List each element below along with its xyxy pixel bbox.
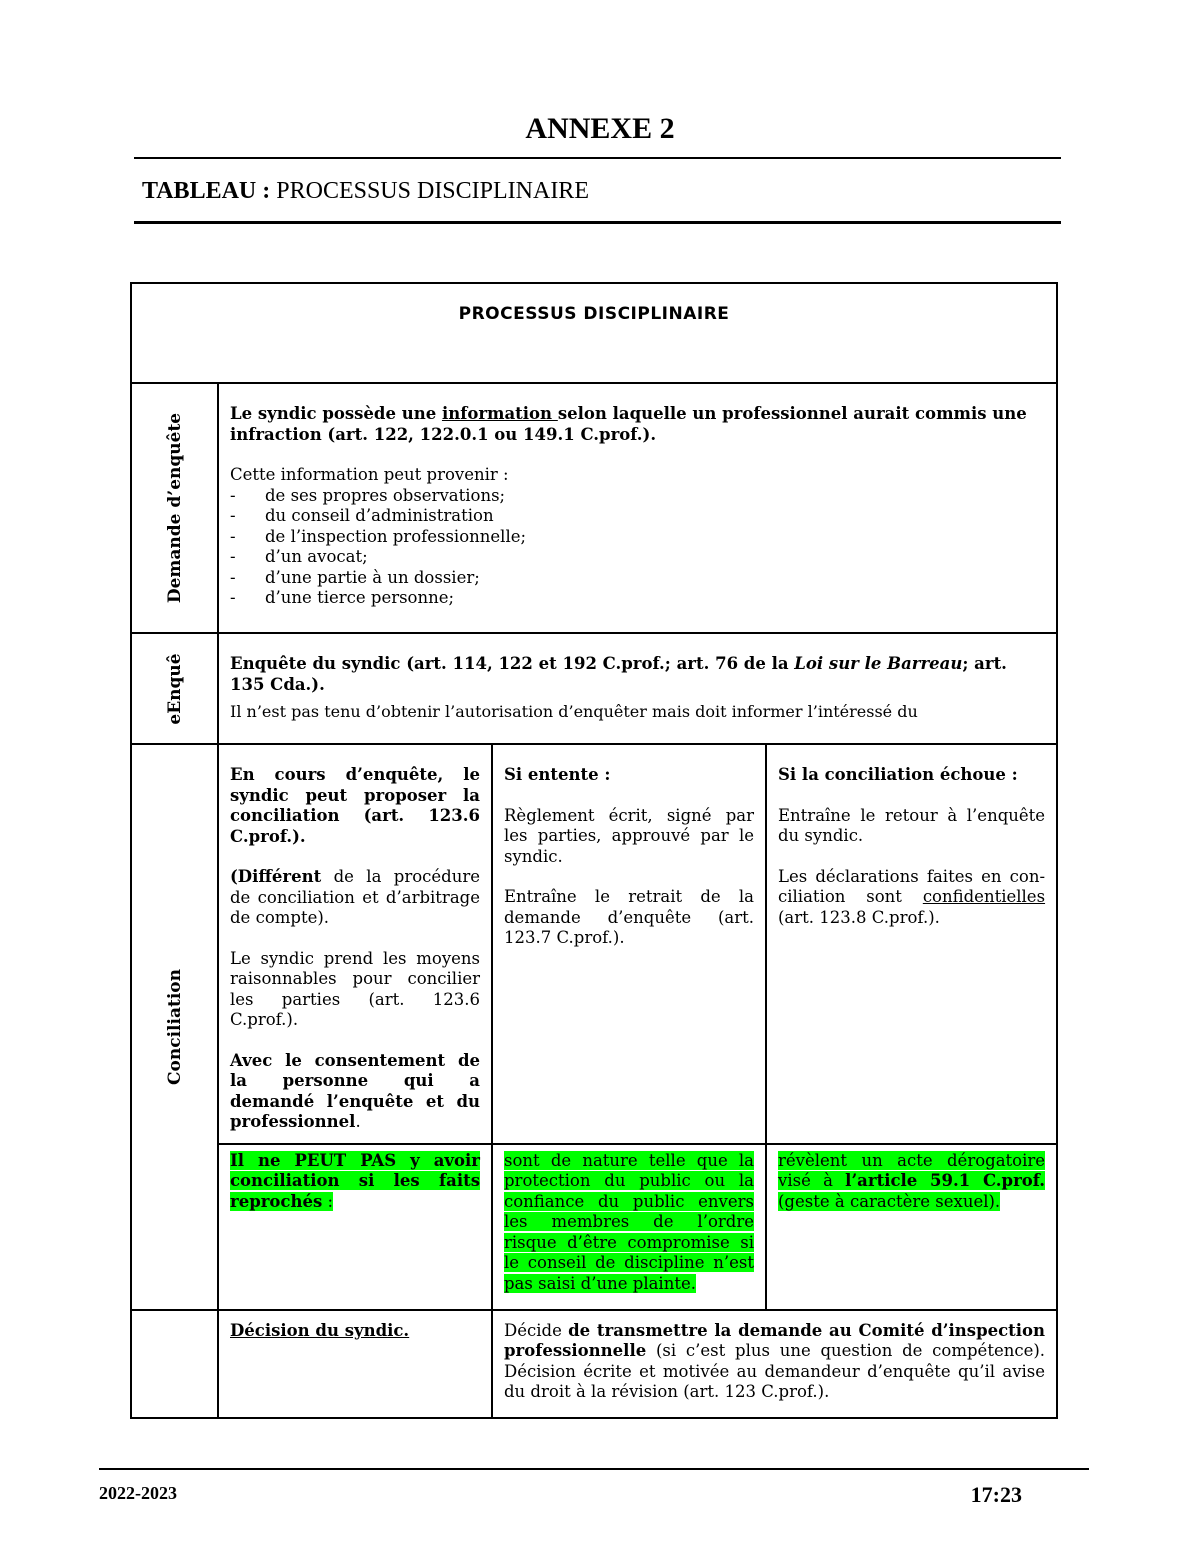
subtitle-bold: TABLEAU : — [142, 178, 271, 204]
conciliation-col1-p2 — [230, 867, 480, 929]
enquete-text-post: ; art. 135 Cda.). — [230, 654, 1007, 694]
subtitle-rule — [134, 221, 1061, 224]
decision-content — [492, 1310, 1057, 1418]
enquete-text-pre: Enquête du syndic (art. 114, 122 et 192 C.prof.; art. 76 de la — [230, 654, 795, 673]
side-cell-enquete — [131, 633, 218, 744]
row-demande — [131, 383, 1057, 633]
demande-intro-underlined: information — [441, 404, 558, 423]
derogatory-act-text — [778, 1151, 1045, 1213]
conciliation-col3 — [766, 744, 1057, 1144]
side-label-enquete: eEnquê — [164, 652, 185, 725]
conciliation-col1-p2-bold: (Différent — [230, 867, 322, 886]
conciliation-col2-heading: Si entente : — [504, 765, 611, 784]
no-conciliation-end: : — [322, 1191, 334, 1211]
no-conciliation-cell — [218, 1144, 492, 1310]
conciliation-col2-p2: Entraîne le retrait de la demande d’enquête (art. 123.7 C.prof.). — [504, 887, 754, 947]
conciliation-col1-p2-rest: de la procédure de conciliation et d’arbitrage de compte). — [230, 867, 480, 927]
demande-intro-post: selon laquelle un professionnel aurait commis une infraction (art. 122, 122.0.1 ou 149.1 C.prof.). — [230, 404, 1027, 444]
conciliation-col3-heading: Si la conciliation échoue : — [778, 765, 1018, 784]
enquete-cut-text: Il n’est pas tenu d’obtenir l’autorisation d’enquêter mais doit informer l’intéressé du — [230, 702, 918, 721]
side-cell-conciliation — [131, 744, 218, 1310]
enquete-text-italic: Loi sur le Barreau — [794, 654, 963, 673]
row-conciliation-2 — [131, 1144, 1057, 1310]
decision-text-pre: Décide — [504, 1320, 569, 1340]
page-number: 17:23 — [970, 1482, 1022, 1507]
conciliation-col2 — [492, 744, 766, 1144]
row-decision — [131, 1310, 1057, 1418]
public-protection-text — [504, 1151, 754, 1295]
enquete-content — [218, 633, 1057, 744]
footer-rule — [99, 1468, 1089, 1470]
document-subtitle — [142, 178, 589, 205]
conciliation-col1-p3: Le syndic prend les moyens raisonnables pour concilier les parties (art. 123.6 C.prof.). — [230, 948, 480, 1029]
title-rule — [134, 157, 1061, 159]
conciliation-col3-p2 — [778, 867, 1045, 929]
list-item: - d’un avocat; — [230, 547, 1045, 568]
public-protection-highlight: sont de nature telle que la protection du public ou la confiance du public envers les membres de l’ordre risque d’être compromise si le conseil de discipline n’est pas saisi d’une plainte. — [504, 1150, 754, 1293]
conciliation-col3-p1: Entraîne le retour à l’enquête du syndic. — [778, 805, 1046, 845]
derogatory-act-cell — [766, 1144, 1057, 1310]
public-protection-cell — [492, 1144, 766, 1310]
row-enquete — [131, 633, 1057, 744]
list-item: - de ses propres observations; — [230, 486, 1045, 507]
decision-text — [504, 1321, 1045, 1403]
decision-text-post: (si c’est plus une question de compétence). Décision écrite et motivée au demandeur d’enquête qu’il avise du droit à la révision (art. 123 C.prof.). — [504, 1341, 1046, 1401]
conciliation-col2-p1: Règlement écrit, signé par les parties, approuvé par le syndic. — [504, 805, 754, 866]
derogatory-act-post: (geste à caractère sexuel). — [778, 1191, 1001, 1211]
conciliation-col3-p2-pre: Les déclarations faites en con-ciliation sont — [778, 866, 1046, 906]
list-item: - d’une partie à un dossier; — [230, 568, 1045, 589]
footer-year: 2022-2023 — [99, 1483, 177, 1503]
side-cell-demande — [131, 383, 218, 633]
table-header-row — [131, 283, 1057, 383]
enquete-clip — [230, 654, 1045, 721]
list-item: - de l’inspection professionnelle; — [230, 527, 1045, 548]
disciplinary-process-table — [130, 282, 1058, 1419]
table-title: PROCESSUS DISCIPLINAIRE — [131, 283, 1057, 383]
sources-list — [230, 486, 1045, 609]
subtitle-rest: PROCESSUS DISCIPLINAIRE — [270, 178, 589, 204]
demande-intro-pre: Le syndic possède une — [230, 404, 442, 423]
list-item: - du conseil d’administration — [230, 506, 1045, 527]
decision-label: Décision du syndic. — [230, 1320, 410, 1340]
conciliation-col1-p4 — [230, 1051, 480, 1133]
annexe-title: ANNEXE 2 — [525, 112, 675, 145]
conciliation-col1 — [218, 744, 492, 1144]
decision-text-bold: de transmettre la demande au Comité d’inspection professionnelle — [504, 1320, 1046, 1360]
conciliation-col1-p1: En cours d’enquête, le syndic peut proposer la conciliation (art. 123.6 C.prof.). — [230, 765, 480, 846]
demande-content — [218, 383, 1057, 633]
no-conciliation-bold: Il ne PEUT PAS y avoir conciliation si les faits reprochés — [230, 1150, 480, 1211]
side-label-conciliation: Conciliation — [164, 968, 185, 1085]
side-label-demande: Demande d’enquête — [164, 412, 185, 604]
demande-intro — [230, 404, 1045, 445]
derogatory-act-bold: l’article 59.1 C.prof. — [845, 1171, 1046, 1190]
conciliation-col1-p4-end: . — [355, 1112, 361, 1131]
conciliation-col3-p2-post: (art. 123.8 C.prof.). — [778, 907, 940, 927]
row-conciliation-1 — [131, 744, 1057, 1144]
decision-label-cell — [218, 1310, 492, 1418]
no-conciliation-text — [230, 1151, 480, 1213]
side-cell-decision — [131, 1310, 218, 1418]
conciliation-col1-p4-bold: Avec le consentement de la personne qui a demandé l’enquête et du professionnel — [230, 1050, 480, 1131]
sources-intro: Cette information peut provenir : — [230, 465, 509, 484]
conciliation-col3-p2-underlined: confidentielles — [922, 887, 1046, 906]
derogatory-act-pre: révèlent un acte dérogatoire visé à — [778, 1150, 1046, 1190]
enquete-text — [230, 654, 1045, 695]
list-item: - d’une tierce personne; — [230, 588, 1045, 609]
